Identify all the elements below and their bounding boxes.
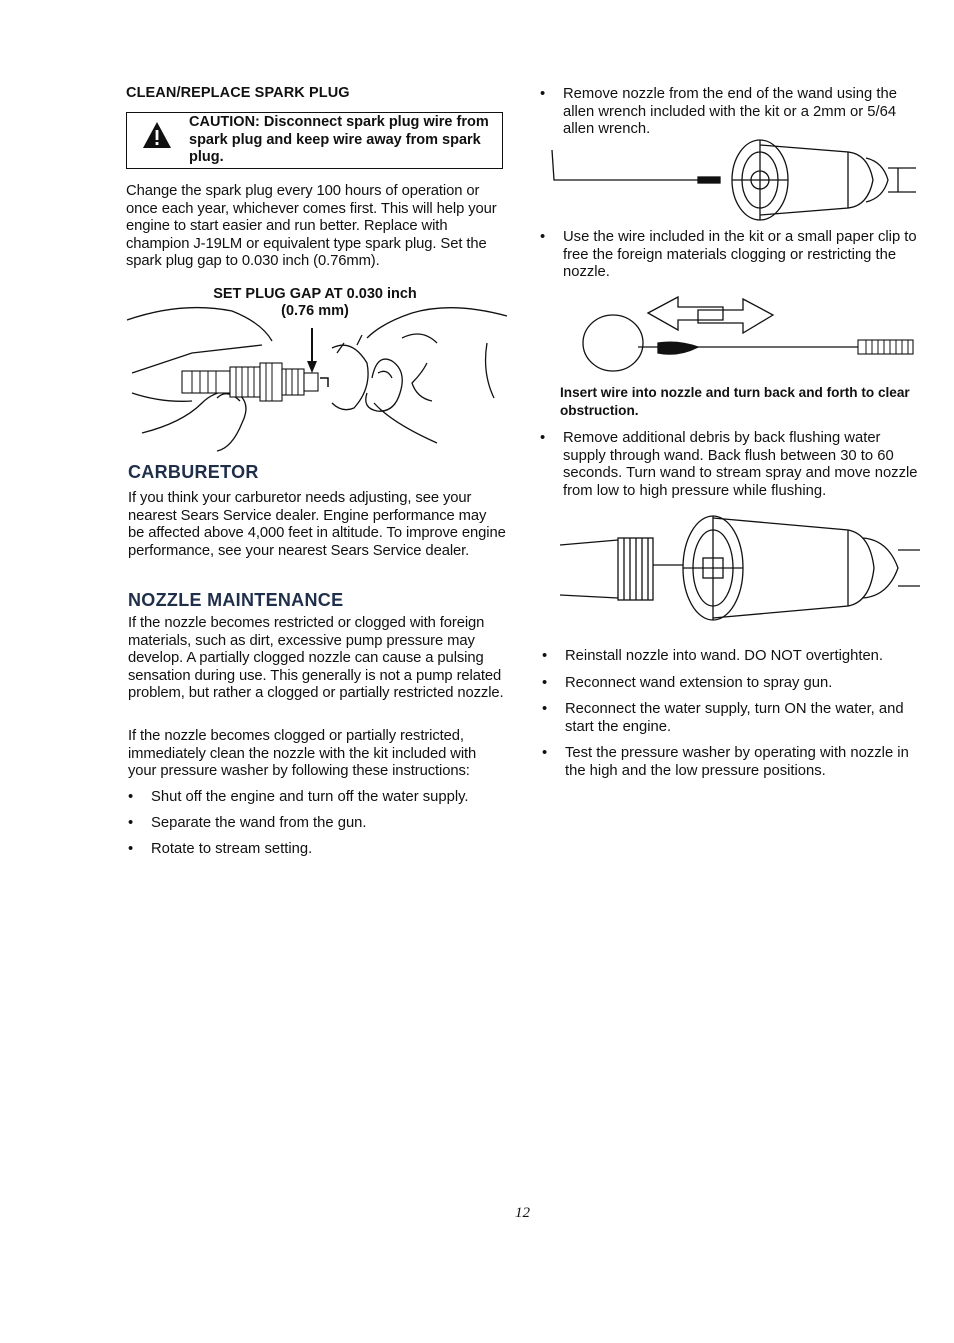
list-item: • Reconnect wand extension to spray gun. [542, 675, 833, 691]
list-item: • Reconnect the water supply, turn ON the water, and start the engine. [542, 701, 904, 735]
carburetor-heading: CARBURETOR [128, 462, 259, 482]
caution-text: CAUTION: Disconnect spark plug wire from spark plug and keep wire away from spark plug. [189, 114, 489, 165]
list-item: • Remove additional debris by back flushing water supply through wand. Back flush between 30 to 60 seconds. Turn wand to stream spray and move nozzle from low to high pressure while flushing. [540, 430, 918, 499]
spark-plug-heading: CLEAN/REPLACE SPARK PLUG [126, 85, 350, 101]
list-item: • Reinstall nozzle into wand. DO NOT overtighten. [542, 648, 884, 664]
nozzle-removal-figure [548, 140, 923, 225]
list-item: • Use the wire included in the kit or a small paper clip to free the foreign materials clogging or restricting the nozzle. [540, 229, 917, 281]
list-item: • Shut off the engine and turn off the water supply. [128, 789, 469, 805]
spark-plug-body: Change the spark plug every 100 hours of operation or once each year, whichever comes first. This will help your engine to start easier and run better. Replace with champion J-19LM or equivalent type spark plug. Set the spark plug gap to 0.030 inch (0.76mm). [126, 183, 497, 270]
list-item: • Test the pressure washer by operating with nozzle in the high and the low pressure positions. [542, 745, 909, 779]
warning-icon [142, 121, 172, 149]
gap-label-line1: SET PLUG GAP AT 0.030 inch [213, 286, 417, 302]
list-item: • Separate the wand from the gun. [128, 815, 367, 831]
nozzle-heading: NOZZLE MAINTENANCE [128, 590, 344, 610]
gap-label-line2: (0.76 mm) [281, 303, 349, 319]
list-item: • Rotate to stream setting. [128, 841, 313, 857]
list-item: • Remove nozzle from the end of the wand using the allen wrench included with the kit or a 2mm or 5/64 allen wrench. [540, 86, 897, 138]
page-number: 12 [515, 1205, 530, 1221]
nozzle-para-2: If the nozzle becomes clogged or partially restricted, immediately clean the nozzle with the kit included with your pressure washer by following these instructions: [128, 728, 477, 780]
caution-box [126, 112, 503, 169]
wire-caption: Insert wire into nozzle and turn back and forth to clear obstruction. [560, 385, 910, 418]
nozzle-para-1: If the nozzle becomes restricted or clogged with foreign materials, such as dirt, excessive pump pressure may develop. A partially clogged nozzle can cause a pulsing sensation during use. This generally is not a pump related problem, but rather a clogged or partially restricted nozzle. [128, 615, 504, 702]
wire-insertion-figure [578, 285, 916, 375]
carburetor-body: If you think your carburetor needs adjusting, see your nearest Sears Service dealer. Engine performance may be affected above 4,000 feet in altitude. To improve engine performance, see your nearest Sears Service dealer. [128, 490, 506, 559]
back-flush-figure [558, 510, 923, 625]
